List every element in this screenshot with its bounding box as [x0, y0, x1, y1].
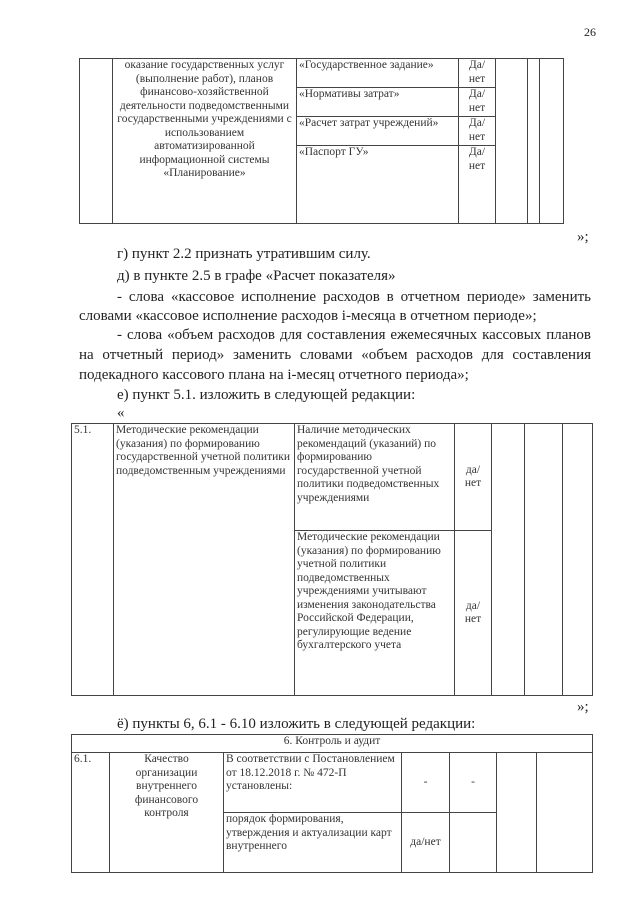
table1-empty-cell	[528, 59, 540, 224]
table3-value: да/нет	[402, 813, 450, 873]
table3-empty-cell	[537, 753, 593, 873]
table-continuation	[79, 58, 564, 224]
table3-extra: -	[450, 753, 497, 813]
table1-left-text: оказание государственных услуг (выполнение работ), планов финансово-хозяйственной деятельности подведомственными государственными учреждениями с использованием автоматизированной информационной системы «Планирование»	[113, 59, 297, 224]
table1-value: Да/ нет	[459, 88, 496, 117]
table1-value: Да/ нет	[459, 59, 496, 88]
table1-number-cell	[80, 59, 113, 224]
table1-empty-cell	[496, 59, 528, 224]
page-number: 26	[584, 25, 596, 39]
table1-item: «Расчет затрат учреждений»	[297, 117, 459, 146]
paragraph-d1-line2: словами «кассовое исполнение расходов i-месяца в отчетном периоде»;	[79, 308, 537, 324]
section-title: 6. Контроль и аудит	[72, 735, 593, 753]
paragraph-e: е) пункт 5.1. изложить в следующей редакции:	[117, 387, 416, 403]
paragraph-yo: ё) пункты 6, 6.1 - 6.10 изложить в следующей редакции:	[117, 716, 476, 732]
table3-name: Качество организации внутреннего финансового контроля	[110, 753, 224, 873]
table3-number: 6.1.	[72, 753, 110, 873]
table3-item: порядок формирования, утверждения и актуализации карт внутреннего	[224, 813, 402, 873]
paragraph-d2-line2: на отчетный период» заменить словами «объем расходов для составления	[79, 347, 591, 363]
table3-extra	[450, 813, 497, 873]
table3-item: В соответствии с Постановлением от 18.12.2018 г. № 472-П установлены:	[224, 753, 402, 813]
table2-value: да/ нет	[455, 531, 492, 696]
table-6	[71, 734, 593, 873]
table2-name: Методические рекомендации (указания) по формированию государственной учетной политики подведомственным учреждениями	[114, 424, 295, 696]
table3-empty-cell	[497, 753, 537, 873]
table2-close-quote: »;	[577, 699, 589, 715]
paragraph-g: г) пункт 2.2 признать утратившим силу.	[117, 246, 371, 262]
paragraph-d2-line1: - слова «объем расходов для составления ежемесячных кассовых планов	[117, 327, 591, 343]
table2-item: Методические рекомендации (указания) по формированию учетной политики подведомственных учреждениями учитывают изменения законодательства Российской Федерации, регулирующие ведение бухгалтерского учета	[295, 531, 455, 696]
table1-value: Да/ нет	[459, 146, 496, 224]
table2-empty-cell	[525, 424, 563, 696]
table1-item: «Нормативы затрат»	[297, 88, 459, 117]
open-quote: «	[117, 405, 125, 421]
table2-empty-cell	[563, 424, 593, 696]
table2-value: да/ нет	[455, 424, 492, 531]
table1-value: Да/ нет	[459, 117, 496, 146]
table3-value: -	[402, 753, 450, 813]
paragraph-d: д) в пункте 2.5 в графе «Расчет показателя»	[117, 268, 396, 284]
table-5-1	[71, 423, 593, 696]
table1-empty-cell	[540, 59, 564, 224]
table1-close-quote: »;	[577, 229, 589, 245]
table1-item: «Государственное задание»	[297, 59, 459, 88]
paragraph-d1-line1: - слова «кассовое исполнение расходов в отчетном периоде» заменить	[117, 289, 591, 305]
table1-item: «Паспорт ГУ»	[297, 146, 459, 224]
table2-number: 5.1.	[72, 424, 114, 696]
table2-empty-cell	[492, 424, 525, 696]
table2-item: Наличие методических рекомендаций (указаний) по формированию государственной учетной политики подведомственных учреждениями	[295, 424, 455, 531]
paragraph-d2-line3: подекадного кассового плана на i-месяц отчетного периода»;	[79, 367, 469, 383]
